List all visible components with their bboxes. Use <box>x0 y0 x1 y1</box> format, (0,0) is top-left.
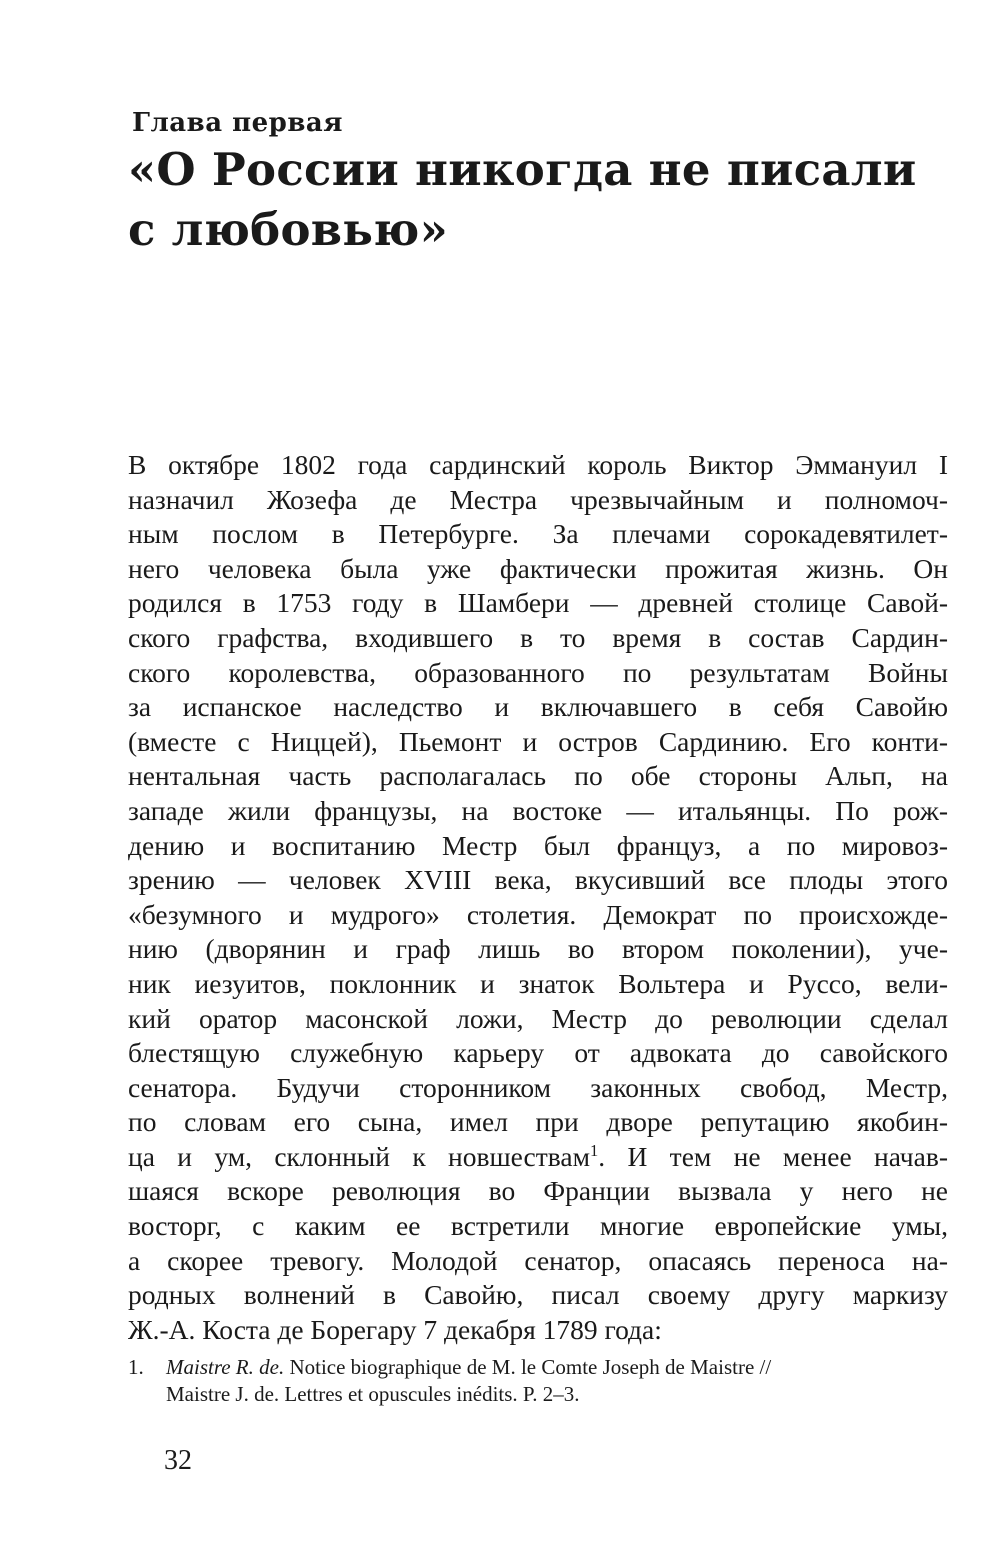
text-line: нентальная часть располагалась по обе стороны Альп, на <box>128 760 948 792</box>
text-line-part: . И тем не менее начав- <box>598 1140 948 1172</box>
text-line: него человека была уже фактически прожитая жизнь. Он <box>128 552 948 584</box>
text-line: шаяся вскоре революция во Франции вызвала у него не <box>128 1175 948 1207</box>
chapter-title-line-1: «О России никогда не писали <box>128 143 917 196</box>
body-text <box>128 448 948 1347</box>
text-line: ского королевства, образованного по результатам Войны <box>128 656 948 688</box>
text-line: (вместе с Ниццей), Пьемонт и остров Сардинию. Его конти- <box>128 725 948 757</box>
text-line: по словам его сына, имел при дворе репутацию якобин- <box>128 1106 948 1138</box>
text-line: родных волнений в Савойю, писал своему другу маркизу <box>128 1279 948 1311</box>
text-line: «безумного и мудрого» столетия. Демократ по происхожде- <box>128 898 948 930</box>
footnote <box>128 1354 948 1408</box>
footnote-number: 1. <box>128 1355 144 1379</box>
text-line: родился в 1753 году в Шамбери — древней столице Савой- <box>128 587 948 619</box>
footnote-line-2: Maistre J. de. Lettres et opuscules inédits. P. 2–3. <box>166 1382 580 1406</box>
text-line: за испанское наследство и включавшего в себя Савойю <box>128 691 948 723</box>
text-line: западе жили французы, на востоке — итальянцы. По рож- <box>128 794 948 826</box>
footnote-text: Notice biographique de M. le Comte Joseph de Maistre // <box>284 1355 772 1379</box>
page-number: 32 <box>164 1445 192 1476</box>
text-line: блестящую служебную карьеру от адвоката до савойского <box>128 1037 948 1069</box>
text-line: восторг, с каким ее встретили многие европейские умы, <box>128 1210 948 1242</box>
text-line: дению и воспитанию Местр был француз, а по мировоз- <box>128 829 948 861</box>
text-line: Ж.-А. Коста де Борегару 7 декабря 1789 года: <box>128 1313 662 1345</box>
footnote-author: Maistre R. de. <box>166 1355 285 1379</box>
chapter-title-line-2: с любовью» <box>128 203 449 256</box>
text-line: а скорее тревогу. Молодой сенатор, опасаясь переноса на- <box>128 1244 948 1276</box>
footnote-ref[interactable]: 1 <box>590 1140 599 1160</box>
text-line: кий оратор масонской ложи, Местр до революции сделал <box>128 1002 948 1034</box>
text-line: ского графства, входившего в то время в состав Сардин- <box>128 621 948 653</box>
text-line-with-footnote-ref <box>128 1140 948 1175</box>
chapter-title <box>128 140 917 260</box>
text-line-part: ца и ум, склонный к новшествам <box>128 1140 591 1172</box>
text-line: сенатора. Будучи сторонником законных свобод, Местр, <box>128 1071 948 1103</box>
chapter-label: Глава первая <box>132 108 343 138</box>
text-line: ным послом в Петербурге. За плечами сорокадевятилет- <box>128 518 948 550</box>
text-line: нию (дворянин и граф лишь во втором поколении), уче- <box>128 933 948 965</box>
text-line: зрению — человек XVIII века, вкусивший все плоды этого <box>128 864 948 896</box>
text-line: назначил Жозефа де Местра чрезвычайным и полномоч- <box>128 483 948 515</box>
text-line: В октябре 1802 года сардинский король Виктор Эммануил I <box>128 449 948 480</box>
text-line: ник иезуитов, поклонник и знаток Вольтера и Руссо, вели- <box>128 967 948 999</box>
footnote-line-1 <box>128 1354 948 1381</box>
